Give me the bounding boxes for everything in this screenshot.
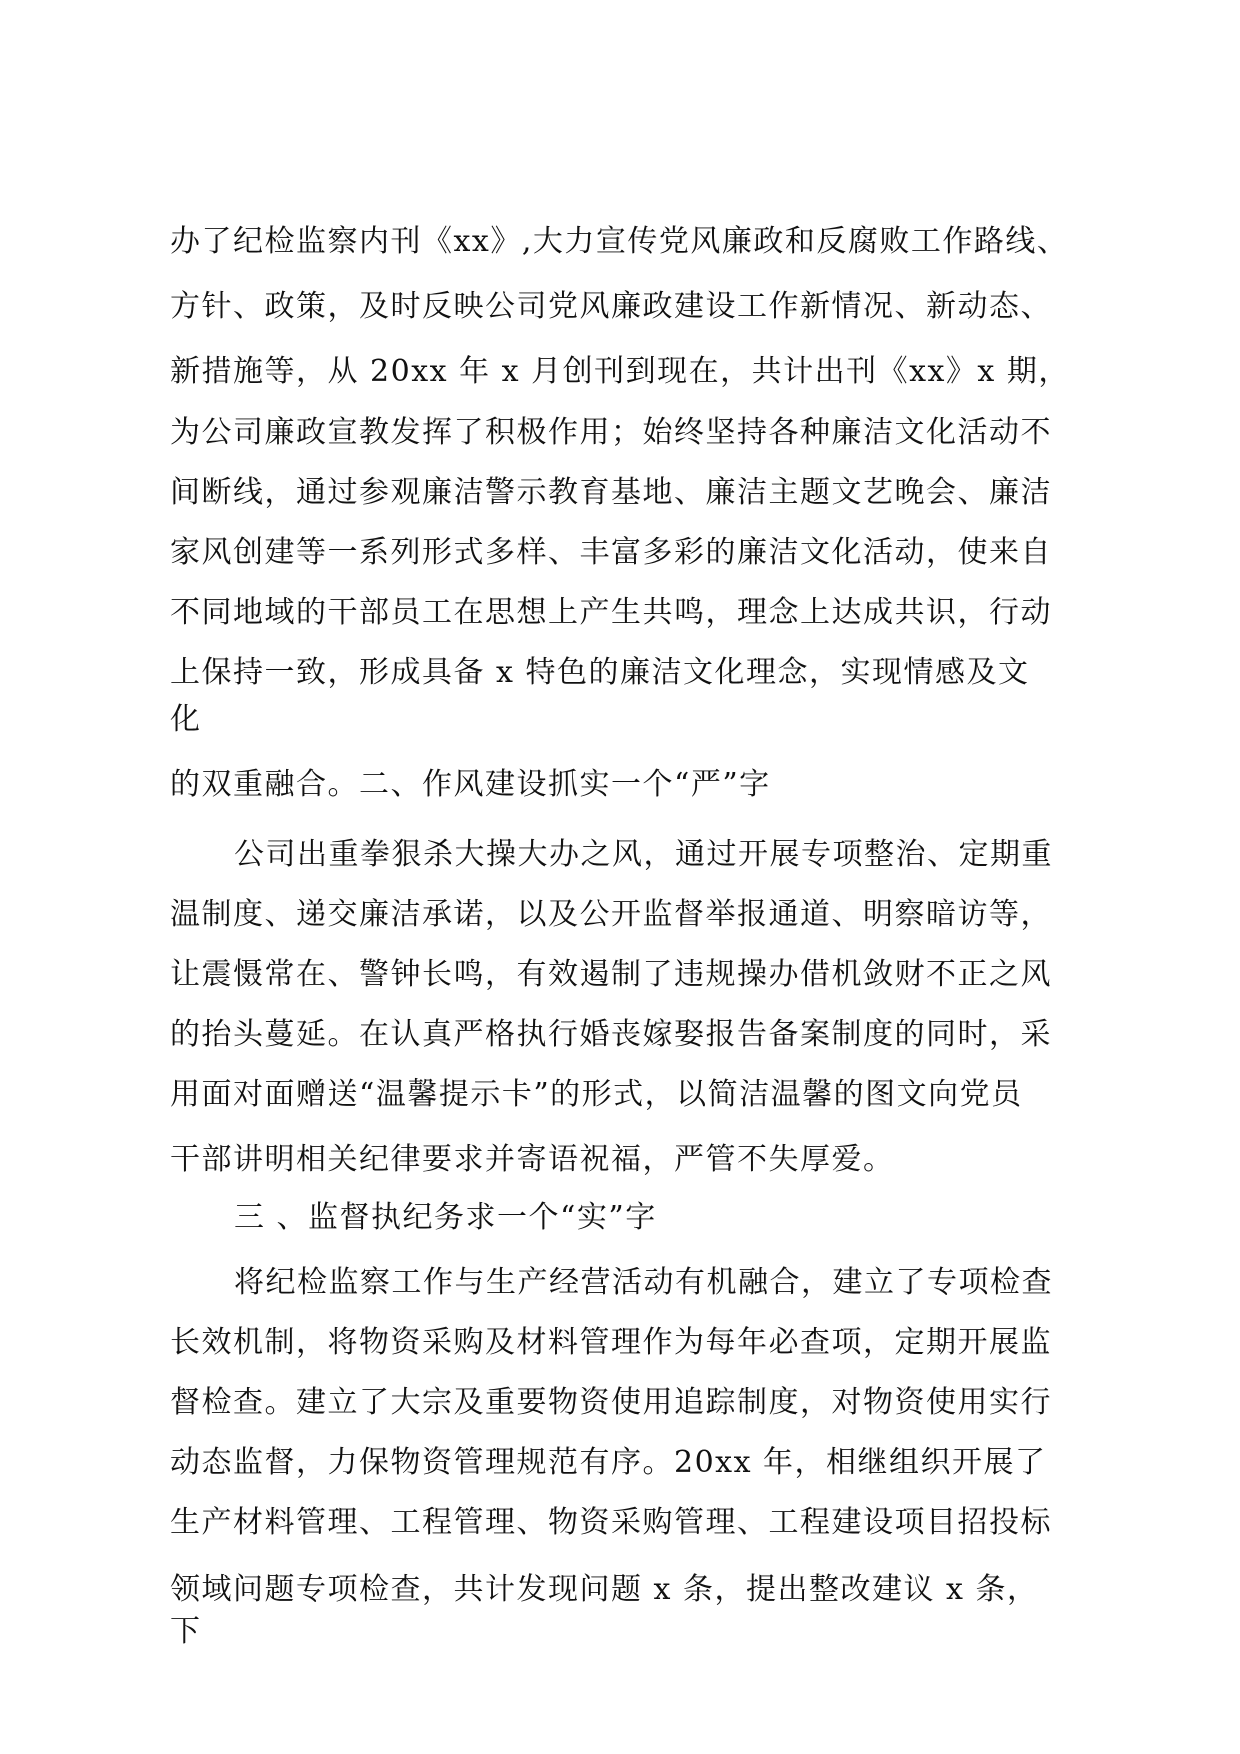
text-line: 长效机制，将物资采购及材料管理作为每年必查项，定期开展监 bbox=[170, 1325, 1052, 1360]
text-line: 家风创建等一系列形式多样、丰富多彩的廉洁文化活动，使来自 bbox=[170, 535, 1052, 570]
text-line: 让震慑常在、警钟长鸣，有效遏制了违规操办借机敛财不正之风 bbox=[170, 957, 1052, 992]
text-line: 生产材料管理、工程管理、物资采购管理、工程建设项目招投标 bbox=[170, 1505, 1052, 1540]
paragraph-first-line: 公司出重拳狠杀大操大办之风，通过开展专项整治、定期重 bbox=[234, 837, 1053, 872]
section-heading: 三 、监督执纪务求一个“实”字 bbox=[234, 1200, 657, 1235]
paragraph-first-line: 将纪检监察工作与生产经营活动有机融合，建立了专项检查 bbox=[234, 1265, 1053, 1300]
text-line: 办了纪检监察内刊《xx》,大力宣传党风廉政和反腐败工作路线、 bbox=[170, 224, 1069, 259]
text-line: 间断线，通过参观廉洁警示教育基地、廉洁主题文艺晚会、廉洁 bbox=[170, 475, 1052, 510]
text-line: 方针、政策，及时反映公司党风廉政建设工作新情况、新动态、 bbox=[170, 289, 1052, 324]
section-heading: 的双重融合。二、作风建设抓实一个“严”字 bbox=[170, 767, 771, 802]
text-line: 动态监督，力保物资管理规范有序。20xx 年，相继组织开展了 bbox=[170, 1445, 1047, 1480]
text-line: 新措施等，从 20xx 年 x 月创刊到现在，共计出刊《xx》x 期， bbox=[170, 354, 1070, 389]
text-line: 的抬头蔓延。在认真严格执行婚丧嫁娶报告备案制度的同时，采 bbox=[170, 1017, 1052, 1052]
text-line: 化 bbox=[170, 702, 202, 737]
text-line: 下 bbox=[170, 1614, 202, 1649]
text-line: 用面对面赠送“温馨提示卡”的形式，以简洁温馨的图文向党员 bbox=[170, 1077, 1023, 1112]
text-line: 干部讲明相关纪律要求并寄语祝福，严管不失厚爱。 bbox=[170, 1142, 895, 1177]
text-line: 为公司廉政宣教发挥了积极作用；始终坚持各种廉洁文化活动不 bbox=[170, 415, 1052, 450]
text-line: 领域问题专项检查，共计发现问题 x 条，提出整改建议 x 条， bbox=[170, 1572, 1039, 1607]
text-line: 不同地域的干部员工在思想上产生共鸣，理念上达成共识，行动 bbox=[170, 595, 1052, 630]
text-line: 上保持一致，形成具备 x 特色的廉洁文化理念，实现情感及文 bbox=[170, 655, 1030, 690]
text-line: 温制度、递交廉洁承诺，以及公开监督举报通道、明察暗访等， bbox=[170, 897, 1052, 932]
text-line: 督检查。建立了大宗及重要物资使用追踪制度，对物资使用实行 bbox=[170, 1385, 1052, 1420]
